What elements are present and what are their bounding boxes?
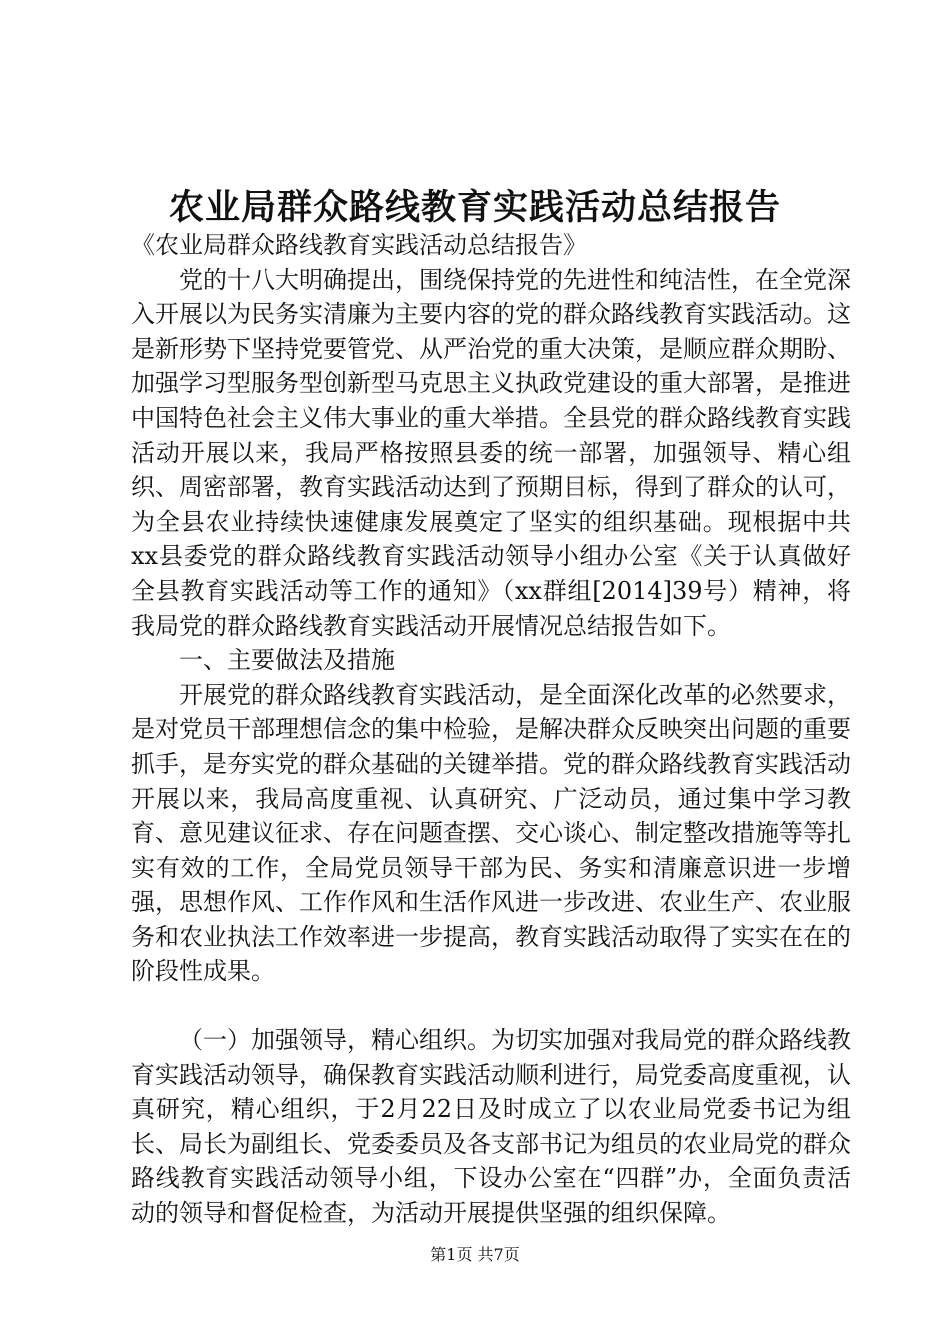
paragraph-leadership: （一）加强领导，精心组织。为切实加强对我局党的群众路线教育实践活动领导，确保教育实践活动顺利进行，局党委高度重视，认真研究，精心组织，于2月22日及时成立了以农业局党委书记为组长、局长为副组长、党委委员及各支部书记为组员的农业局党的群众路线教育实践活动领导小组，下设办公室在“四群”办，全面负责活动的领导和督促检查，为活动开展提供坚强的组织保障。 [131, 1026, 851, 1228]
document-title: 农业局群众路线教育实践活动总结报告 [168, 187, 781, 228]
document-body [131, 228, 851, 1231]
paragraph-measures: 开展党的群众路线教育实践活动，是全面深化改革的必然要求，是对党员干部理想信念的集中检验，是解决群众反映突出问题的重要抓手，是夯实党的群众基础的关键举措。党的群众路线教育实践活动开展以来，我局高度重视、认真研究、广泛动员，通过集中学习教育、意见建议征求、存在问题查摆、交心谈心、制定整改措施等等扎实有效的工作，全局党员领导干部为民、务实和清廉意识进一步增强，思想作风、工作作风和生活作风进一步改进、农业生产、农业服务和农业执法工作效率进一步提高，教育实践活动取得了实实在在的阶段性成果。 [131, 680, 851, 986]
section-heading: 一、主要做法及措施 [179, 646, 395, 675]
page-number: 第1页 共7页 [430, 1245, 520, 1264]
paragraph-intro: 党的十八大明确提出，围绕保持党的先进性和纯洁性，在全党深入开展以为民务实清廉为主要内容的党的群众路线教育实践活动。这是新形势下坚持党要管党、从严治党的重大决策，是顺应群众期盼、加强学习型服务型创新型马克思主义执政党建设的重大部署，是推进中国特色社会主义伟大事业的重大举措。全县党的群众路线教育实践活动开展以来，我局严格按照县委的统一部署，加强领导、精心组织、周密部署，教育实践活动达到了预期目标，得到了群众的认可，为全县农业持续快速健康发展奠定了坚实的组织基础。现根据中共xx县委党的群众路线教育实践活动领导小组办公室《关于认真做好全县教育实践活动等工作的通知》（xx群组[2014]39号）精神，将我局党的群众路线教育实践活动开展情况总结报告如下。 [131, 265, 851, 640]
document-subtitle: 《农业局群众路线教育实践活动总结报告》 [131, 231, 587, 259]
